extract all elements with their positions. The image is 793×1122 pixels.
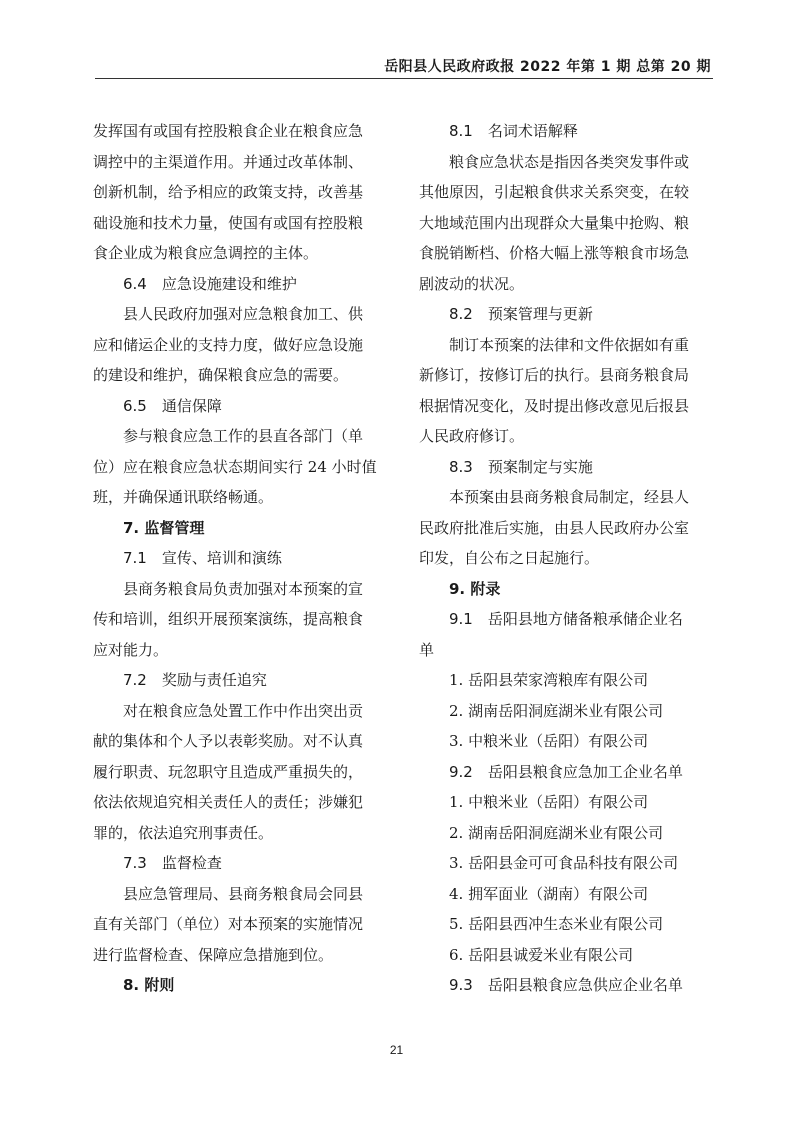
text-line: 县应急管理局、县商务粮食局会同县: [123, 884, 364, 903]
subsection-heading: 7.2 奖励与责任追究: [123, 671, 267, 689]
text-line: 班，并确保通讯联络畅通。: [93, 488, 274, 506]
text-line: 剧波动的状况。: [419, 274, 525, 293]
section-heading: 9. 附录: [449, 579, 501, 598]
text-line: 2. 湖南岳阳洞庭湖米业有限公司: [449, 701, 664, 720]
text-line: 创新机制，给予相应的政策支持，改善基: [93, 183, 364, 201]
text-line: 应对能力。: [93, 640, 169, 659]
text-line: 食企业成为粮食应急调控的主体。: [93, 244, 319, 262]
header-divider: [95, 78, 713, 79]
subsection-heading: 8.3 预案制定与实施: [449, 457, 593, 476]
text-line: 县人民政府加强对应急粮食加工、供: [123, 305, 364, 323]
section-heading: 8. 附则: [123, 976, 175, 994]
text-line: 1. 岳阳县荣家湾粮库有限公司: [449, 671, 649, 689]
text-line: 的建设和维护，确保粮食应急的需要。: [93, 366, 349, 384]
subsection-heading: 8.1 名词术语解释: [449, 122, 578, 140]
text-line: 5. 岳阳县西冲生态米业有限公司: [449, 915, 664, 933]
publication-header-title: 岳阳县人民政府政报 2022 年第 1 期 总第 20 期: [384, 59, 711, 75]
subsection-heading: 9.3 岳阳县粮食应急供应企业名单: [449, 976, 683, 994]
subsection-heading: 7.1 宣传、培训和演练: [123, 549, 282, 567]
text-line: 粮食应急状态是指因各类突发事件或: [449, 152, 690, 171]
text-line: 其他原因，引起粮食供求关系突变，在较: [419, 183, 690, 201]
subsection-heading: 6.4 应急设施建设和维护: [123, 274, 297, 293]
text-line: 直有关部门（单位）对本预案的实施情况: [93, 915, 364, 933]
text-line: 新修订，按修订后的执行。县商务粮食局: [419, 366, 690, 384]
text-line: 民政府批准后实施，由县人民政府办公室: [419, 518, 690, 537]
text-line: 位）应在粮食应急状态期间实行 24 小时值: [93, 457, 377, 476]
text-line: 础设施和技术力量，使国有或国有控股粮: [93, 213, 364, 232]
text-line: 人民政府修订。: [419, 427, 525, 445]
text-line: 对在粮食应急处置工作中作出突出贡: [123, 701, 364, 720]
subsection-heading: 单: [419, 640, 435, 659]
text-line: 6. 岳阳县诚爱米业有限公司: [449, 945, 634, 964]
text-line: 根据情况变化，及时提出修改意见后报县: [419, 396, 690, 415]
text-line: 依法依规追究相关责任人的责任；涉嫌犯: [93, 793, 364, 811]
text-line: 4. 拥军面业（湖南）有限公司: [449, 884, 649, 903]
text-line: 3. 岳阳县金可可食品科技有限公司: [449, 854, 679, 872]
subsection-heading: 7.3 监督检查: [123, 854, 222, 872]
text-line: 罪的，依法追究刑事责任。: [93, 823, 274, 842]
text-line: 县商务粮食局负责加强对本预案的宣: [123, 579, 364, 598]
page-number: 21: [389, 1043, 404, 1057]
left-text-column: [93, 116, 395, 1001]
text-line: 食脱销断档、价格大幅上涨等粮食市场急: [419, 244, 690, 262]
text-line: 参与粮食应急工作的县直各部门（单: [123, 427, 364, 445]
text-line: 大地域范围内出现群众大量集中抢购、粮: [419, 213, 690, 232]
subsection-heading: 9.2 岳阳县粮食应急加工企业名单: [449, 762, 683, 781]
text-line: 印发，自公布之日起施行。: [419, 549, 600, 567]
text-line: 制订本预案的法律和文件依据如有重: [449, 335, 690, 354]
text-line: 进行监督检查、保障应急措施到位。: [93, 945, 334, 964]
text-line: 履行职责、玩忽职守且造成严重损失的，: [93, 762, 364, 781]
text-line: 应和储运企业的支持力度，做好应急设施: [93, 335, 364, 354]
text-line: 发挥国有或国有控股粮食企业在粮食应急: [93, 122, 364, 140]
section-heading: 7. 监督管理: [123, 518, 205, 537]
subsection-heading: 9.1 岳阳县地方储备粮承储企业名: [449, 610, 683, 628]
text-line: 本预案由县商务粮食局制定，经县人: [449, 488, 690, 506]
text-line: 献的集体和个人予以表彰奖励。对不认真: [93, 732, 364, 750]
text-line: 调控中的主渠道作用。并通过改革体制、: [93, 152, 364, 171]
subsection-heading: 6.5 通信保障: [123, 396, 222, 415]
text-line: 传和培训，组织开展预案演练，提高粮食: [93, 610, 364, 628]
text-line: 2. 湖南岳阳洞庭湖米业有限公司: [449, 823, 664, 842]
subsection-heading: 8.2 预案管理与更新: [449, 305, 593, 323]
text-line: 1. 中粮米业（岳阳）有限公司: [449, 793, 649, 811]
text-line: 3. 中粮米业（岳阳）有限公司: [449, 732, 649, 750]
right-text-column: [419, 116, 721, 1001]
